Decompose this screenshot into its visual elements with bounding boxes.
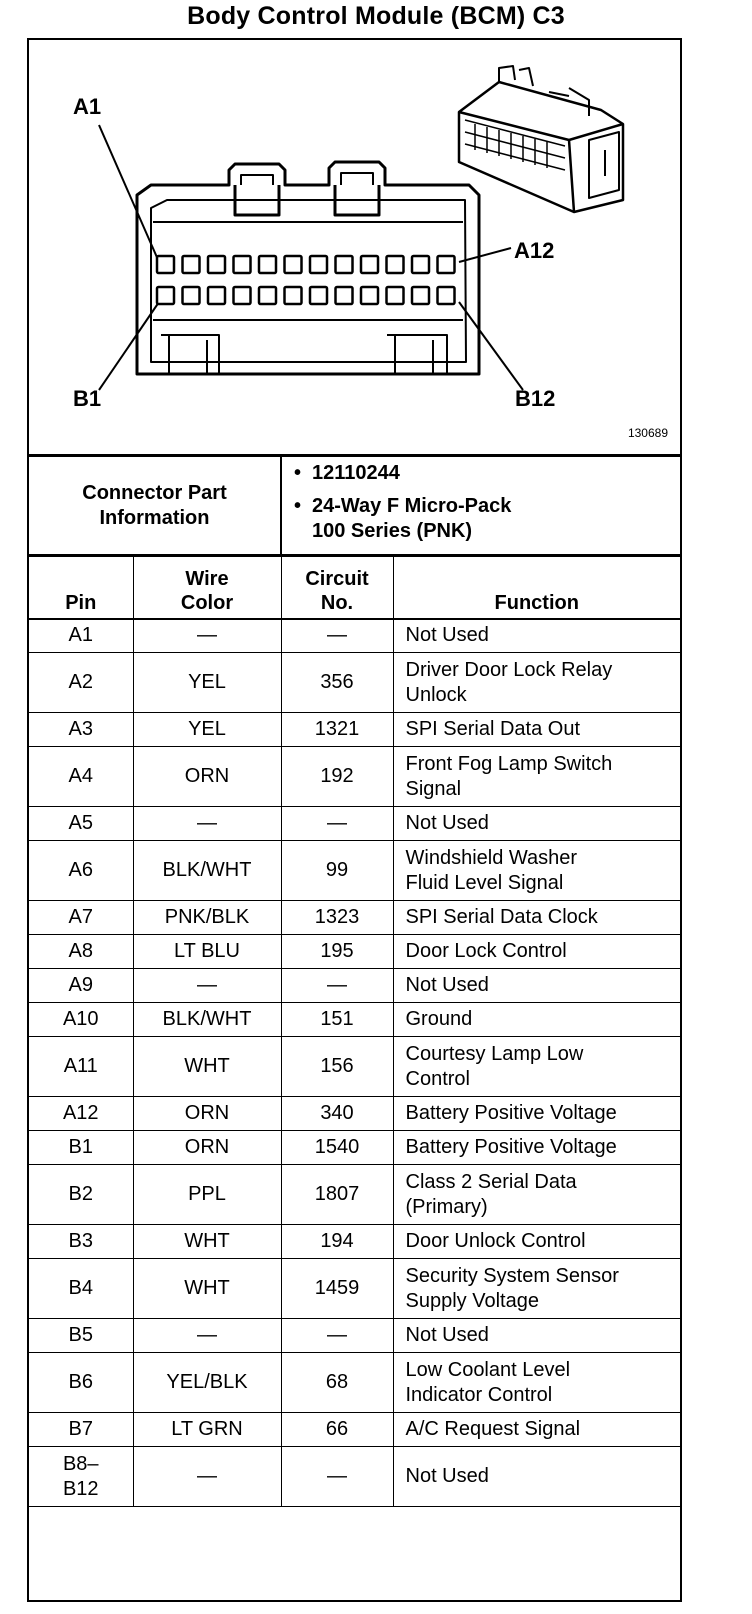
- pin-cell: B6: [29, 1353, 133, 1413]
- pin-cell: A4: [29, 747, 133, 807]
- pin-cell: B5: [29, 1319, 133, 1353]
- terminal-cavity: [183, 256, 200, 273]
- pin-cell: B3: [29, 1225, 133, 1259]
- circuit-number-cell: 68: [281, 1353, 393, 1413]
- terminal-cavity: [157, 256, 174, 273]
- part-info-heading-line2: Information: [99, 506, 210, 529]
- function-cell: Door Lock Control: [393, 935, 680, 969]
- table-row: [29, 1165, 680, 1225]
- cavity-label-a12: A12: [514, 238, 555, 263]
- col-header-function: Function: [393, 557, 680, 619]
- function-cell: Front Fog Lamp Switch Signal: [393, 747, 680, 807]
- table-row: [29, 1353, 680, 1413]
- wire-color-cell: YEL: [133, 653, 281, 713]
- table-row: [29, 969, 680, 1003]
- wire-color-cell: BLK/WHT: [133, 841, 281, 901]
- pin-cell: A2: [29, 653, 133, 713]
- table-row: [29, 1447, 680, 1507]
- function-cell: SPI Serial Data Out: [393, 713, 680, 747]
- table-header-row: [29, 557, 680, 619]
- wire-color-cell: YEL/BLK: [133, 1353, 281, 1413]
- function-cell: Not Used: [393, 969, 680, 1003]
- circuit-number-cell: 195: [281, 935, 393, 969]
- wire-color-cell: —: [133, 807, 281, 841]
- wire-color-cell: PNK/BLK: [133, 901, 281, 935]
- table-row: [29, 935, 680, 969]
- function-cell: Door Unlock Control: [393, 1225, 680, 1259]
- terminal-cavity: [438, 256, 455, 273]
- circuit-number-cell: —: [281, 969, 393, 1003]
- pin-cell: A11: [29, 1037, 133, 1097]
- pin-cell: A1: [29, 619, 133, 653]
- terminal-cavity: [336, 256, 353, 273]
- connector-diagram: [29, 40, 680, 457]
- cavity-label-a1: A1: [73, 94, 102, 119]
- function-cell: Driver Door Lock Relay Unlock: [393, 653, 680, 713]
- function-cell: Windshield Washer Fluid Level Signal: [393, 841, 680, 901]
- figure-number: 130689: [627, 426, 668, 440]
- pin-cell: A7: [29, 901, 133, 935]
- wire-color-cell: LT GRN: [133, 1413, 281, 1447]
- terminal-cavity: [387, 287, 404, 304]
- pin-cell: A3: [29, 713, 133, 747]
- function-cell: Not Used: [393, 619, 680, 653]
- function-cell: Courtesy Lamp Low Control: [393, 1037, 680, 1097]
- terminal-cavity: [285, 287, 302, 304]
- table-row: [29, 901, 680, 935]
- function-cell: Security System Sensor Supply Voltage: [393, 1259, 680, 1319]
- cavity-label-b1: B1: [73, 386, 102, 411]
- cavity-label-b12: B12: [515, 386, 556, 411]
- part-info-details: [294, 461, 511, 544]
- pinout-table: [29, 556, 680, 1507]
- pin-cell: A9: [29, 969, 133, 1003]
- circuit-number-cell: —: [281, 619, 393, 653]
- table-row: [29, 1319, 680, 1353]
- terminal-cavity: [259, 287, 276, 304]
- terminal-cavity: [336, 287, 353, 304]
- wire-color-cell: —: [133, 619, 281, 653]
- wire-color-cell: LT BLU: [133, 935, 281, 969]
- function-cell: Battery Positive Voltage: [393, 1131, 680, 1165]
- circuit-number-cell: —: [281, 807, 393, 841]
- circuit-number-cell: 99: [281, 841, 393, 901]
- circuit-number-cell: 1459: [281, 1259, 393, 1319]
- terminal-cavity: [285, 256, 302, 273]
- terminal-cavity: [157, 287, 174, 304]
- terminal-cavity: [412, 287, 429, 304]
- pin-cell: A8: [29, 935, 133, 969]
- pin-cell: B1: [29, 1131, 133, 1165]
- pin-cell: A6: [29, 841, 133, 901]
- pin-cell: B4: [29, 1259, 133, 1319]
- wire-color-cell: —: [133, 969, 281, 1003]
- pin-cell: A5: [29, 807, 133, 841]
- connector-face-drawing: [29, 40, 680, 454]
- terminal-cavity: [208, 256, 225, 273]
- pin-cell: B8– B12: [29, 1447, 133, 1507]
- circuit-number-cell: 1540: [281, 1131, 393, 1165]
- terminal-cavity: [361, 287, 378, 304]
- table-row: [29, 841, 680, 901]
- terminal-cavity: [259, 256, 276, 273]
- circuit-number-cell: 1321: [281, 713, 393, 747]
- table-row: [29, 747, 680, 807]
- pin-cell: B2: [29, 1165, 133, 1225]
- circuit-number-cell: 151: [281, 1003, 393, 1037]
- wire-color-cell: WHT: [133, 1037, 281, 1097]
- terminal-cavity: [310, 287, 327, 304]
- wire-color-cell: —: [133, 1319, 281, 1353]
- bullet-icon: •: [294, 462, 302, 484]
- circuit-number-cell: —: [281, 1447, 393, 1507]
- terminal-cavity: [310, 256, 327, 273]
- page-title: Body Control Module (BCM) C3: [187, 2, 565, 30]
- col-header-circuit-no: Circuit No.: [281, 557, 393, 619]
- table-row: [29, 1259, 680, 1319]
- circuit-number-cell: 194: [281, 1225, 393, 1259]
- function-cell: Not Used: [393, 1447, 680, 1507]
- function-cell: Not Used: [393, 1319, 680, 1353]
- wire-color-cell: —: [133, 1447, 281, 1507]
- wire-color-cell: PPL: [133, 1165, 281, 1225]
- wire-color-cell: WHT: [133, 1225, 281, 1259]
- wire-color-cell: BLK/WHT: [133, 1003, 281, 1037]
- pin-cell: B7: [29, 1413, 133, 1447]
- wire-color-cell: WHT: [133, 1259, 281, 1319]
- table-row: [29, 1131, 680, 1165]
- circuit-number-cell: 1807: [281, 1165, 393, 1225]
- part-description-item: [294, 494, 511, 519]
- table-row: [29, 713, 680, 747]
- part-number: 12110244: [312, 462, 400, 484]
- col-header-wire-color: Wire Color: [133, 557, 281, 619]
- part-info-heading-line1: Connector Part: [82, 481, 227, 504]
- circuit-number-cell: 356: [281, 653, 393, 713]
- function-cell: Not Used: [393, 807, 680, 841]
- function-cell: Class 2 Serial Data (Primary): [393, 1165, 680, 1225]
- terminal-cavity: [208, 287, 225, 304]
- function-cell: Battery Positive Voltage: [393, 1097, 680, 1131]
- terminal-cavity: [412, 256, 429, 273]
- circuit-number-cell: 192: [281, 747, 393, 807]
- table-row: [29, 1003, 680, 1037]
- circuit-number-cell: 340: [281, 1097, 393, 1131]
- table-row: [29, 653, 680, 713]
- terminal-cavity: [183, 287, 200, 304]
- circuit-number-cell: 66: [281, 1413, 393, 1447]
- terminal-cavity: [438, 287, 455, 304]
- function-cell: Ground: [393, 1003, 680, 1037]
- wire-color-cell: ORN: [133, 1097, 281, 1131]
- table-row: [29, 807, 680, 841]
- bullet-icon: •: [294, 495, 302, 517]
- connector-part-information: [29, 457, 680, 556]
- connector-document: [27, 38, 682, 1602]
- function-cell: Low Coolant Level Indicator Control: [393, 1353, 680, 1413]
- table-row: [29, 1097, 680, 1131]
- circuit-number-cell: —: [281, 1319, 393, 1353]
- part-info-heading: [29, 457, 282, 554]
- terminal-cavity: [234, 287, 251, 304]
- circuit-number-cell: 156: [281, 1037, 393, 1097]
- wire-color-cell: ORN: [133, 747, 281, 807]
- function-cell: SPI Serial Data Clock: [393, 901, 680, 935]
- table-row: [29, 1413, 680, 1447]
- part-description-line2: 100 Series (PNK): [312, 520, 473, 542]
- terminal-cavity: [234, 256, 251, 273]
- wire-color-cell: ORN: [133, 1131, 281, 1165]
- part-number-item: [294, 461, 511, 486]
- pin-cell: A12: [29, 1097, 133, 1131]
- table-row: [29, 1037, 680, 1097]
- table-row: [29, 1225, 680, 1259]
- terminal-cavity: [361, 256, 378, 273]
- function-cell: A/C Request Signal: [393, 1413, 680, 1447]
- terminal-cavity: [387, 256, 404, 273]
- table-row: [29, 619, 680, 653]
- col-header-pin: Pin: [29, 557, 133, 619]
- part-description-line1: 24-Way F Micro-Pack: [312, 495, 512, 517]
- circuit-number-cell: 1323: [281, 901, 393, 935]
- wire-color-cell: YEL: [133, 713, 281, 747]
- pin-cell: A10: [29, 1003, 133, 1037]
